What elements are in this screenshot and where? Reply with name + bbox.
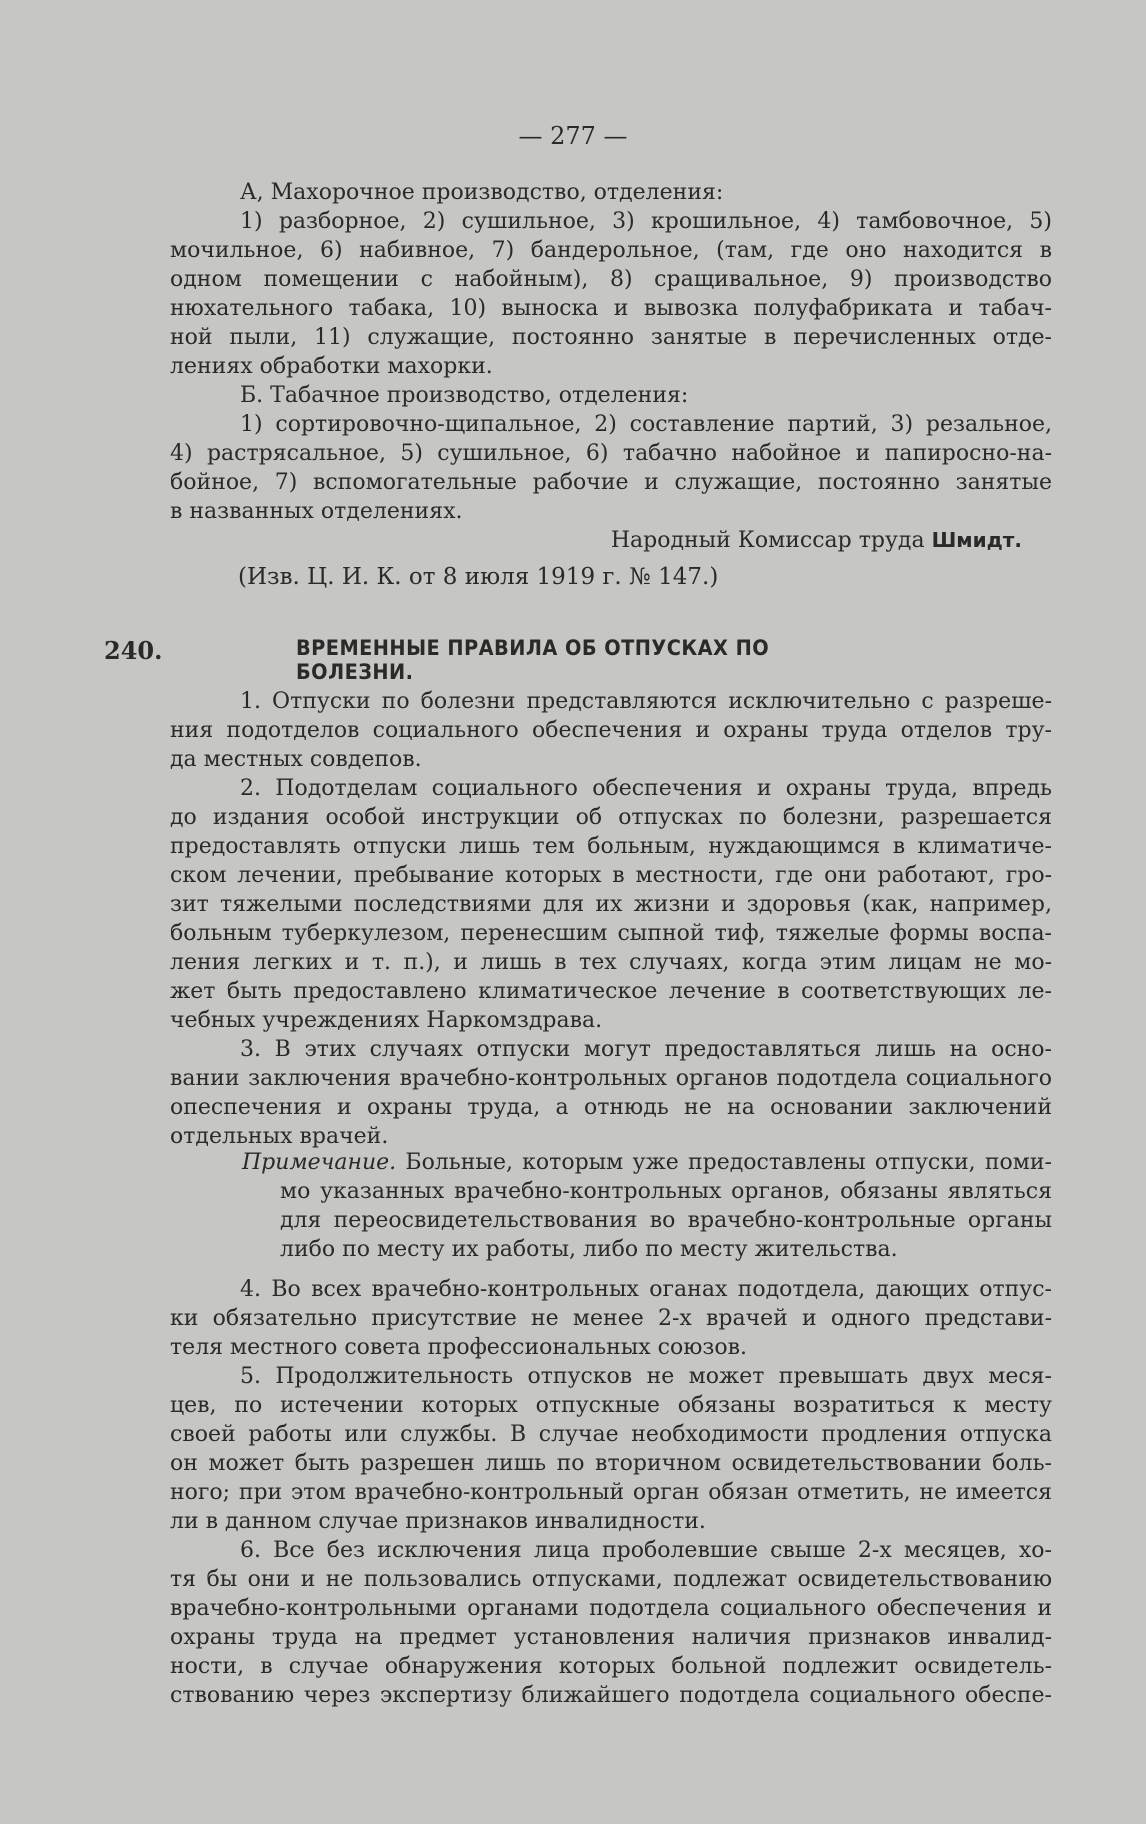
text-line: 4. Во всех врачебно-контрольных оганах подотдела, дающих отпус- — [240, 1277, 1052, 1302]
text-line: опеспечения и охраны труда, а отнюдь не на основании заключений — [170, 1095, 1052, 1120]
tail-block — [170, 1275, 1052, 1710]
text-line: теля местного совета профессиональных союзов. — [170, 1335, 748, 1360]
text-line: 1) сортировочно-щипальное, 2) составление партий, 3) резальное, — [240, 412, 1052, 437]
citation: (Изв. Ц. И. К. от 8 июля 1919 г. № 147.) — [238, 564, 719, 590]
text-line: А, Махорочное производство, отделения: — [240, 180, 724, 205]
text-line: 1) разборное, 2) сушильное, 3) крошильное, 4) тамбовочное, 5) — [240, 209, 1052, 234]
section-number: 240. — [104, 636, 163, 665]
note-first-line — [170, 1148, 1052, 1177]
text-line: ния подотделов социального обеспечения и охраны труда отделов тру- — [170, 718, 1052, 743]
text-line: вании заключения врачебно-контрольных органов подотдела социального — [170, 1066, 1052, 1091]
signature — [170, 526, 1052, 555]
text-line: врачебно-контрольными органами подотдела социального обеспечения и — [170, 1596, 1052, 1621]
signature-prefix: Народный Комиссар труда — [610, 528, 932, 553]
body-block — [170, 687, 1052, 1151]
text-line: мочильное, 6) набивное, 7) бандерольное, (там, где оно находится в — [170, 238, 1052, 263]
text-line: ки обязательно присутствие не менее 2-х врачей и одного представи- — [170, 1306, 1052, 1331]
text-line: одном помещении с набойным), 8) сращивальное, 9) производство — [170, 267, 1052, 292]
text-line: либо по месту их работы, либо по месту жительства. — [280, 1237, 898, 1262]
text-line: ности, в случае обнаружения которых больной подлежит освидетель- — [170, 1654, 1052, 1679]
text-line: зит тяжелыми последствиями для их жизни и здоровья (как, например, — [170, 892, 1052, 917]
text-line: ствованию через экспертизу ближайшего подотдела социального обеспе- — [170, 1683, 1052, 1708]
signature-name: Шмидт. — [931, 528, 1022, 552]
text-line: в названных отделениях. — [170, 499, 463, 524]
text-line: ли в данном случае признаков инвалидности. — [170, 1509, 706, 1534]
note-text: Больные, которым уже предоставлены отпуски, поми- — [396, 1150, 1052, 1175]
note-label: Примечание. — [242, 1150, 397, 1175]
text-line: цев, по истечении которых отпускные обязаны возратиться к месту — [170, 1393, 1052, 1418]
text-line: мо указанных врачебно-контрольных органов, обязаны являться — [280, 1179, 1052, 1204]
page-number: — 277 — — [518, 122, 628, 150]
text-line: Б. Табачное производство, отделения: — [240, 383, 689, 408]
text-line: отдельных врачей. — [170, 1124, 389, 1149]
text-line: да местных совдепов. — [170, 747, 422, 772]
note-block — [170, 1148, 1052, 1264]
text-line: чебных учреждениях Наркомздрава. — [170, 1008, 603, 1033]
text-line: для переосвидетельствования во врачебно-контрольные органы — [280, 1208, 1052, 1233]
text-line: 4) растрясальное, 5) сушильное, 6) табачно набойное и папиросно-на- — [170, 441, 1052, 466]
text-line: до издания особой инструкции об отпусках по болезни, разрешается — [170, 805, 1052, 830]
text-line: 1. Отпуски по болезни представляются исключительно с разреше- — [240, 689, 1052, 714]
text-line: предоставлять отпуски лишь тем больным, нуждающимся в климатиче- — [170, 834, 1052, 859]
text-line: 5. Продолжительность отпусков не может превышать двух меся- — [240, 1364, 1052, 1389]
text-line: 2. Подотделам социального обеспечения и охраны труда, впредь — [240, 776, 1052, 801]
text-line: он может быть разрешен лишь по вторичном освидетельствовании боль- — [170, 1451, 1052, 1476]
text-line: жет быть предоставлено климатическое лечение в соответствующих ле- — [170, 979, 1052, 1004]
section-title: ВРЕМЕННЫЕ ПРАВИЛА ОБ ОТПУСКАХ ПО БОЛЕЗНИ. — [296, 636, 770, 684]
text-line: 6. Все без исключения лица проболевшие свыше 2-х месяцев, хо- — [240, 1538, 1052, 1563]
top-block — [170, 178, 1052, 592]
text-line: своей работы или службы. В случае необходимости продления отпуска — [170, 1422, 1052, 1447]
text-line: нюхательного табака, 10) выноска и вывозка полуфабриката и табач- — [170, 296, 1052, 321]
text-line: тя бы они и не пользовались отпусками, подлежат освидетельствованию — [170, 1567, 1052, 1592]
text-line: больным туберкулезом, перенесшим сыпной тиф, тяжелые формы воспа- — [170, 921, 1052, 946]
text-line: 3. В этих случаях отпуски могут предоставляться лишь на осно- — [240, 1037, 1052, 1062]
text-line: ного; при этом врачебно-контрольный орган обязан отметить, не имеется — [170, 1480, 1052, 1505]
text-line: ления легких и т. п.), и лишь в тех случаях, когда этим лицам не мо- — [170, 950, 1052, 975]
text-line: бойное, 7) вспомогательные рабочие и служащие, постоянно занятые — [170, 470, 1052, 495]
text-line: лениях обработки махорки. — [170, 354, 493, 379]
text-line: ском лечении, пребывание которых в местности, где они работают, гро- — [170, 863, 1052, 888]
text-line: ной пыли, 11) служащие, постоянно занятые в перечисленных отде- — [170, 325, 1052, 350]
text-line: охраны труда на предмет установления наличия признаков инвалид- — [170, 1625, 1052, 1650]
